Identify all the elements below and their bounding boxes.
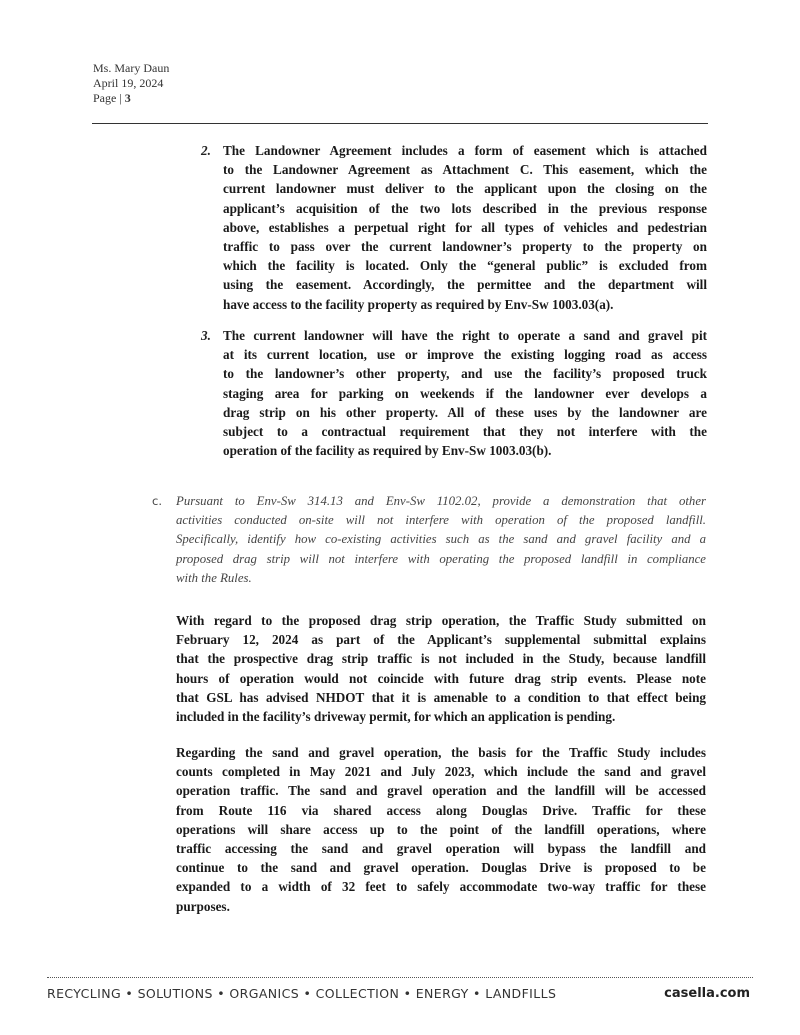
text-line: With regard to the proposed drag strip operation, the Traffic Study submitted on (176, 613, 706, 628)
footer-divider (47, 977, 753, 978)
text-line: using the easement. Accordingly, the permittee and the department will (223, 277, 707, 293)
text-line: proposed drag strip will not interfere with operating the proposed landfill in compliance (176, 551, 706, 566)
text-line: The Landowner Agreement includes a form of easement which is attached (223, 143, 707, 158)
text-line: from Route 116 via shared access along Douglas Drive. Traffic for these (176, 802, 706, 818)
text-line: staging area for parking on weekends if the landowner ever develops a (223, 385, 707, 401)
recipient-name: Ms. Mary Daun (93, 61, 170, 75)
text-line: Regarding the sand and gravel operation, the basis for the Traffic Study includes (176, 745, 706, 760)
item-3-paragraph (223, 326, 707, 460)
text-line: at its current location, use or improve the existing logging road as access (223, 347, 707, 363)
text-line: applicant’s acquisition of the two lots described in the previous response (223, 200, 707, 216)
text-line: expanded to a width of 32 feet to safely accommodate two-way traffic for these (176, 879, 706, 895)
text-line: purposes. (176, 898, 230, 914)
text-line: Specifically, identify how co-existing activities such as the sand and gravel facility and a (176, 532, 706, 547)
text-line: counts completed in May 2021 and July 2023, which include the sand and gravel (176, 764, 706, 780)
item-2-paragraph (223, 141, 707, 314)
page-indicator: Page | 3 (93, 91, 131, 105)
text-line: The current landowner will have the right to operate a sand and gravel pit (223, 328, 707, 343)
question-c-text (176, 492, 706, 588)
text-line: operation traffic. The sand and gravel operation and the landfill will be accessed (176, 783, 706, 799)
text-line: that the prospective drag strip traffic is not included in the Study, because landfill (176, 651, 706, 667)
text-line: above, establishes a perpetual right for all types of vehicles and pedestrian (223, 219, 707, 235)
text-line: hours of operation would not coincide with future drag strip events. Please note (176, 670, 706, 686)
text-line: drag strip on his other property. All of these uses by the landowner are (223, 404, 707, 420)
item-number: 2. (201, 143, 211, 158)
text-line: have access to the facility property as required by Env-Sw 1003.03(a). (223, 296, 614, 312)
text-line: traffic accessing the sand and gravel operation will bypass the landfill and (176, 840, 706, 856)
footer-website: casella.com (664, 986, 750, 1001)
text-line: current landowner must deliver to the applicant upon the closing on the (223, 181, 707, 197)
text-line: Pursuant to Env-Sw 314.13 and Env-Sw 1102.02, provide a demonstration that other (176, 494, 706, 508)
text-line: activities conducted on-site will not interfere with operation of the proposed landfill. (176, 513, 706, 528)
text-line: with the Rules. (176, 570, 252, 585)
text-line: operations will share access up to the point of the landfill operations, where (176, 821, 706, 837)
letter-date: April 19, 2024 (93, 76, 164, 90)
text-line: continue to the sand and gravel operation. Douglas Drive is proposed to be (176, 860, 706, 876)
text-line: to the landowner’s other property, and use the facility’s proposed truck (223, 366, 707, 382)
text-line: traffic to pass over the current landowner’s property to the property on (223, 238, 707, 254)
header-divider (92, 123, 708, 124)
text-line: operation of the facility as required by Env-Sw 1003.03(b). (223, 443, 552, 459)
item-number: 3. (201, 328, 211, 343)
text-line: subject to a contractual requirement that they not interfere with the (223, 423, 707, 439)
question-letter: c. (152, 494, 162, 508)
text-line: that GSL has advised NHDOT that it is amenable to a condition to that effect being (176, 689, 706, 705)
text-line: February 12, 2024 as part of the Applicant’s supplemental submittal explains (176, 632, 706, 648)
response-sand-gravel (176, 743, 706, 916)
text-line: to the Landowner Agreement as Attachment C. This easement, which the (223, 162, 707, 178)
text-line: which the facility is located. Only the “general public” is excluded from (223, 258, 707, 274)
footer-tagline: RECYCLING • SOLUTIONS • ORGANICS • COLLECTION • ENERGY • LANDFILLS (47, 986, 557, 1001)
letter-header (93, 61, 169, 106)
response-drag-strip (176, 611, 706, 726)
text-line: included in the facility’s driveway permit, for which an application is pending. (176, 708, 616, 724)
